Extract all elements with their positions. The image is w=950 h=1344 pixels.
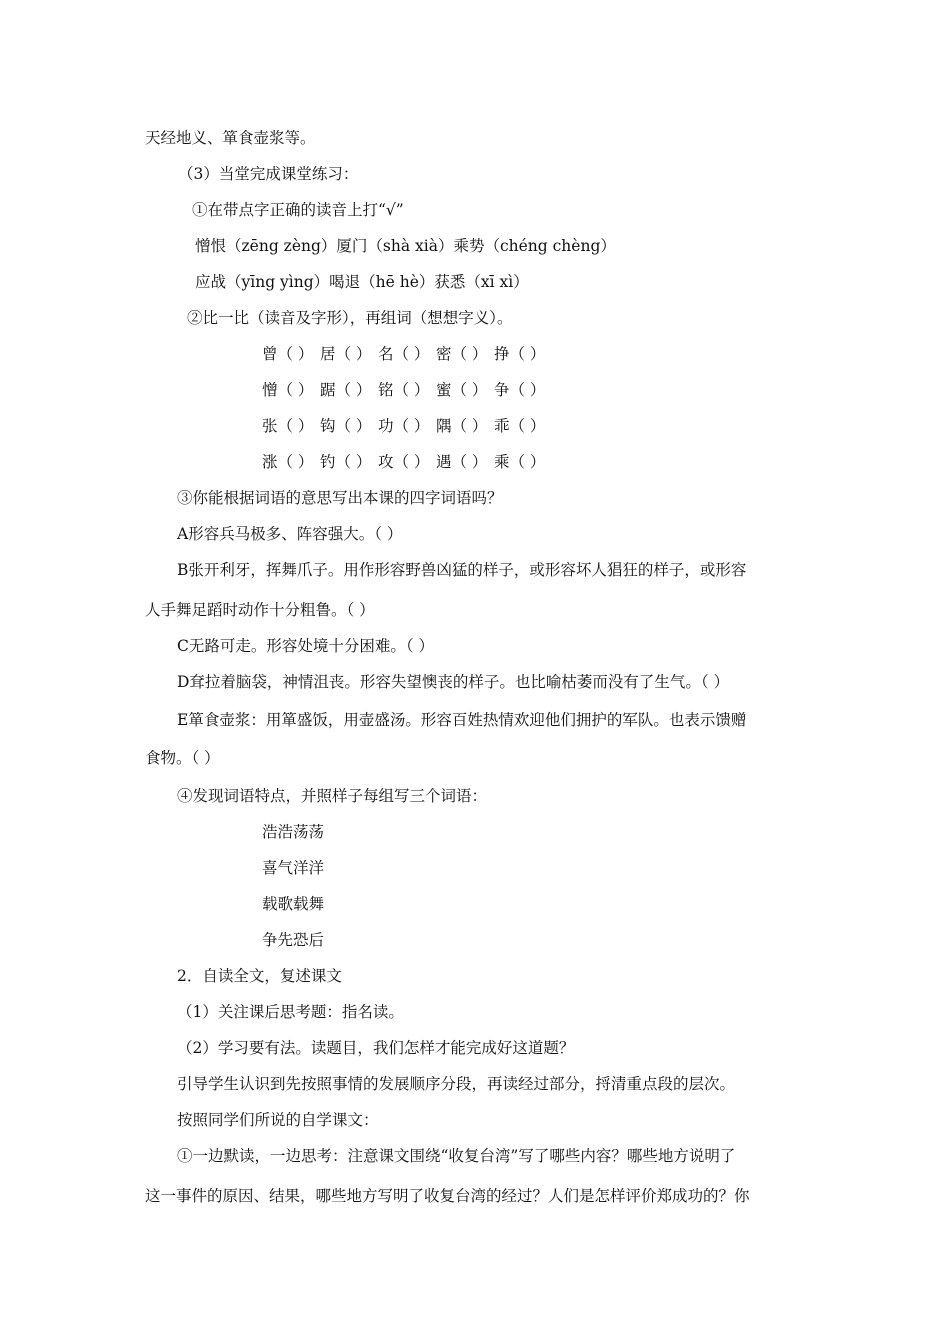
word-blank: 张（ ） [262,417,314,435]
exercise-heading: （3）当堂完成课堂练习： [178,165,359,183]
word-blank: 名（ ） [378,345,430,363]
word-blank: 涨（ ） [262,453,314,471]
word-blank: 铭（ ） [378,381,430,399]
text-line: 引导学生认识到先按照事情的发展顺序分段，再读经过部分，捋清重点段的层次。 [177,1075,736,1093]
word-blank: 隅（ ） [436,417,488,435]
exercise-instruction: ③你能根据词语的意思写出本课的四字词语吗？ [177,489,503,507]
word-blank: 踞（ ） [320,381,372,399]
question-item-b-cont: 人手舞足蹈时动作十分粗鲁。（ ） [145,601,375,619]
word-blank: 乘（ ） [494,453,546,471]
text-line: （1）关注课后思考题：指名读。 [177,1003,404,1021]
text-line: ①一边默读，一边思考：注意课文围绕“收复台湾”写了哪些内容？哪些地方说明了 [177,1147,736,1165]
word-blank: 争（ ） [494,381,546,399]
text-line: 天经地义、箪食壶浆等。 [145,129,316,147]
word-blank: 居（ ） [320,345,372,363]
word-blank: 钓（ ） [320,453,372,471]
word-group-row [262,344,552,364]
example-word: 载歌载舞 [262,895,325,913]
question-item-e: E箪食壶浆：用箪盛饭，用壶盛汤。形容百姓热情欢迎他们拥护的军队。也表示馈赠 [177,711,747,729]
word-group-row [262,452,552,472]
question-item-b: B张开利牙，挥舞爪子。用作形容野兽凶猛的样子，或形容坏人猖狂的样子，或形容 [177,561,747,579]
word-blank: 密（ ） [436,345,488,363]
word-blank: 蜜（ ） [436,381,488,399]
example-word: 喜气洋洋 [262,859,325,877]
question-item-c: C无路可走。形容处境十分困难。（ ） [177,637,435,655]
word-blank: 攻（ ） [378,453,430,471]
word-blank: 乖（ ） [494,417,546,435]
example-word: 争先恐后 [262,931,325,949]
word-blank: 憎（ ） [262,381,314,399]
text-line: （2）学习要有法。读题目，我们怎样才能完成好这道题？ [177,1039,575,1057]
exercise-instruction: ①在带点字正确的读音上打“√” [192,201,404,219]
exercise-instruction: ②比一比（读音及字形），再组词（想想字义）。 [187,309,513,327]
example-word: 浩浩荡荡 [262,823,325,841]
section-heading: 2．自读全文，复述课文 [177,967,342,985]
word-blank: 功（ ） [378,417,430,435]
word-blank: 钩（ ） [320,417,372,435]
text-line: 按照同学们所说的自学课文： [177,1111,379,1129]
word-blank: 曾（ ） [262,345,314,363]
question-item-a: A形容兵马极多、阵容强大。（ ） [177,525,403,543]
question-item-d: D耷拉着脑袋，神情沮丧。形容失望懊丧的样子。也比喻枯萎而没有了生气。（ ） [177,673,730,691]
word-group-row [262,380,552,400]
word-group-row [262,416,552,436]
word-blank: 挣（ ） [494,345,546,363]
question-item-e-cont: 食物。（ ） [145,749,220,767]
word-blank: 遇（ ） [436,453,488,471]
pinyin-line: 憎恨（zēng zèng）厦门（shà xià）乘势（chéng chèng） [195,237,616,255]
exercise-instruction: ④发现词语特点，并照样子每组写三个词语： [177,787,488,805]
text-line: 这一事件的原因、结果，哪些地方写明了收复台湾的经过？人们是怎样评价郑成功的？你 [145,1187,750,1205]
pinyin-line: 应战（yīng yìng）喝退（hē hè）获悉（xī xì） [195,273,529,291]
